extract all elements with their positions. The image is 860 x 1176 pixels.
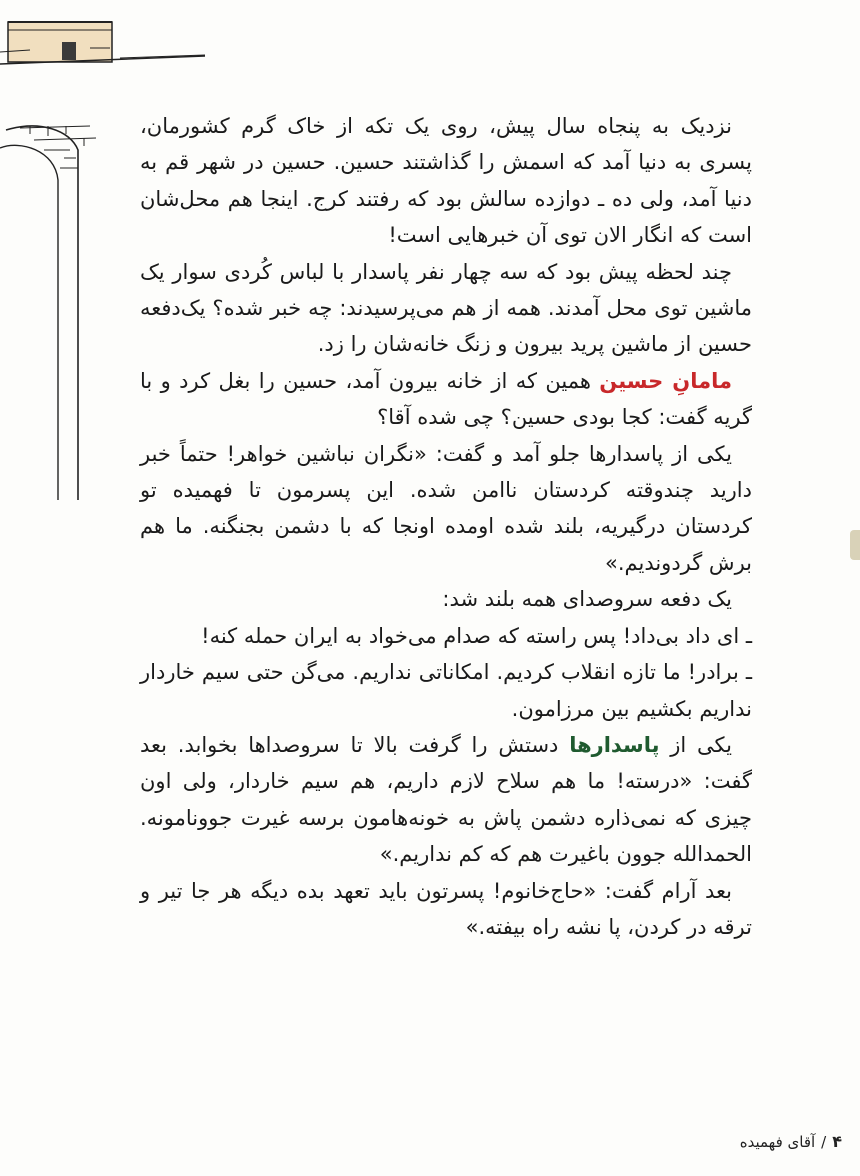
page-footer [740,1132,842,1151]
page-number: ۴ [832,1132,842,1151]
footer-separator: / [821,1132,827,1151]
paragraph-3: مامانِ حسین همین که از خانه بیرون آمد، حسین را بغل کرد و با گریه گفت: کجا بودی حسین؟ چی شده آقا؟ [140,368,752,430]
paragraph-2: چند لحظه پیش بود که سه چهار نفر پاسدار با لباس کُردی سوار یک ماشین توی محل آمدند. همه از هم می‌پرسیدند: چه خبر شده؟ یک‌دفعه حسین از ماشین پرید بیرون و زنگ خانه‌شان را زد. [140,259,752,357]
paragraph-4: یکی از پاسدارها جلو آمد و گفت: «نگران نباشین خواهر! حتماً خبر دارید چندوقته کردستان ناامن شده. این پسرمون تا فهمیده تو کردستان درگیریه، بلند شده اومده اونجا که با دشمن بجنگنه. ما هم برش گردوندیم.» [140,441,752,575]
page-edge-mark [850,530,860,560]
paragraph-9: بعد آرام گفت: «حاج‌خانوم! پسرتون باید تعهد بده دیگه هر جا تیر و ترقه در کردن، پا نشه راه بیفته.» [140,878,752,939]
paragraph-1: نزدیک به پنجاه سال پیش، روی یک تکه از خاک گرم کشورمان، پسری به دنیا آمد که اسمش را گذاشتند حسین. حسین در شهر قم به دنیا آمد، ولی ده ـ دوازده سالش بود که رفتند کرج. اینجا هم محل‌شان است که انگار الان توی آن خبرهایی است! [140,114,752,248]
highlight-guards: پاسدارها [569,732,660,757]
highlight-mother-hossein: مامانِ حسین [599,368,732,393]
paragraph-7: ـ برادر! ما تازه انقلاب کردیم. امکاناتی نداریم. می‌گن حتی سیم خاردار نداریم بکشیم بین مرزامون. [140,660,752,721]
story-text [140,108,752,945]
book-title: آقای فهمیده [739,1132,816,1151]
paragraph-6: ـ ای داد بی‌داد! پس راسته که صدام می‌خواد به ایران حمله کنه! [201,623,752,648]
paragraph-8: یکی از پاسدارها دستش را گرفت بالا تا سروصداها بخوابد. بعد گفت: «درسته! ما هم سلاح لازم داریم، هم سیم خاردار، ولی اون چیزی که نمی‌ذاره دشمن پاش به خونه‌هامون برسه غیرت جوونامونه. الحمدالله جوون باغیرت هم که کم نداریم.» [140,732,752,867]
arch-wall-sketch-illustration [0,110,110,500]
building-sketch-illustration [0,0,215,80]
paragraph-5: یک دفعه سروصدای همه بلند شد: [442,587,732,612]
